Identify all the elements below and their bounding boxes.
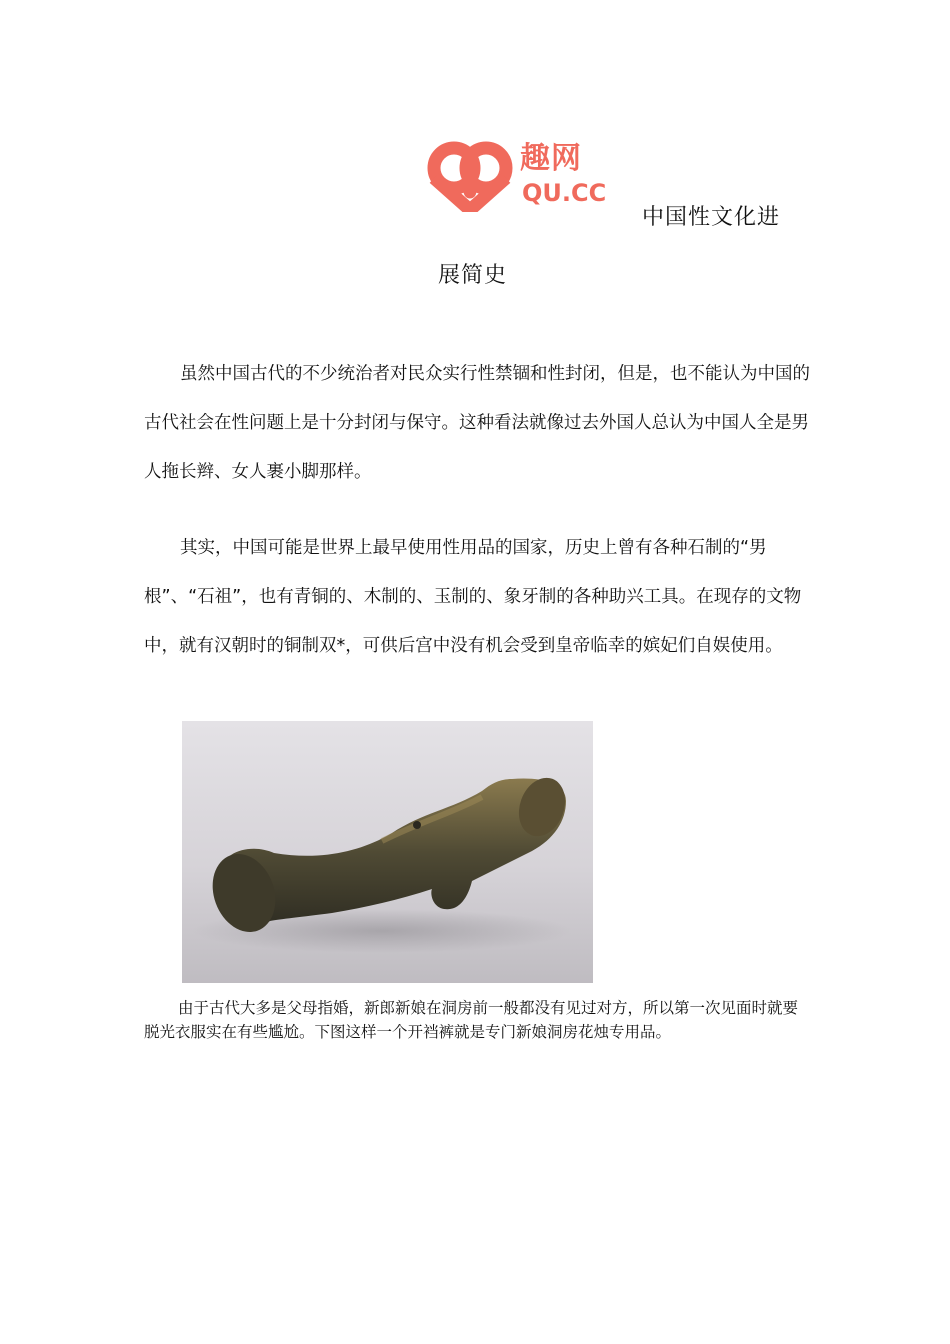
brand-logo bbox=[424, 140, 614, 212]
page-title-line-2: 展简史 bbox=[438, 263, 508, 288]
heart-logo-icon bbox=[424, 140, 516, 212]
stone-artifact-image bbox=[182, 721, 593, 983]
artifact-photo bbox=[182, 721, 593, 983]
brand-name-cn: 趣网 bbox=[520, 141, 582, 176]
paragraph-intro: 虽然中国古代的不少统治者对民众实行性禁锢和性封闭，但是，也不能认为中国的古代社会在性问题上是十分封闭与保守。这种看法就像过去外国人总认为中国人全是男人拖长辫、女人裹小脚那样。 bbox=[144, 364, 810, 482]
page-title-line-1: 中国性文化进 bbox=[642, 205, 781, 230]
paragraph-history: 其实，中国可能是世界上最早使用性用品的国家，历史上曾有各种石制的“男根”、“石祖”，也有青铜的、木制的、玉制的、象牙制的各种助兴工具。在现存的文物中，就有汉朝时的铜制双*，可供后宫中没有机会受到皇帝临幸的嫔妃们自娱使用。 bbox=[144, 538, 802, 656]
image-caption: 由于古代大多是父母指婚，新郎新娘在洞房前一般都没有见过对方，所以第一次见面时就要脱光衣服实在有些尴尬。下图这样一个开裆裤就是专门新娘洞房花烛专用品。 bbox=[144, 999, 799, 1041]
brand-name-en: QU.CC bbox=[522, 179, 607, 207]
